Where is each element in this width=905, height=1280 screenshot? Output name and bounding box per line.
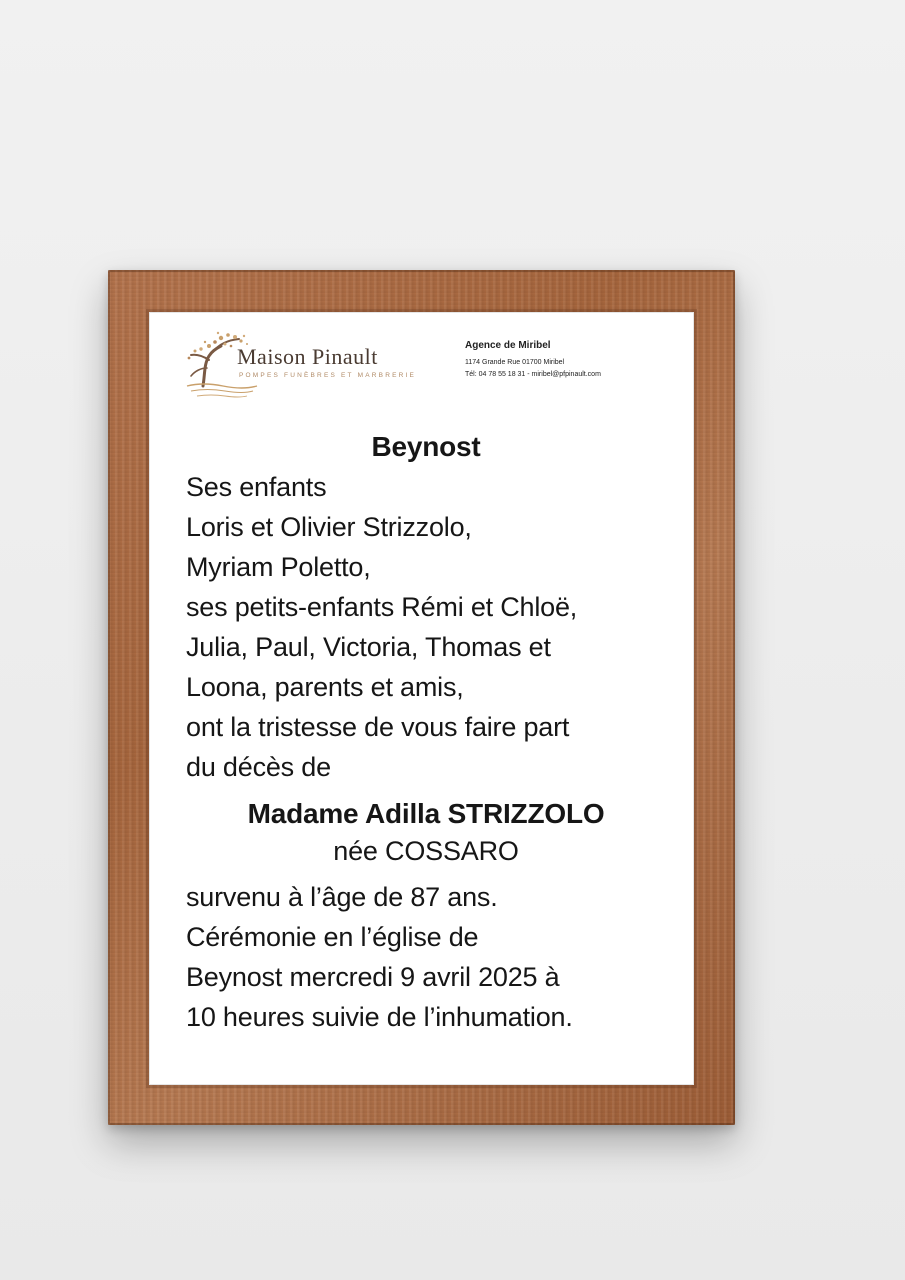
agency-contact: Tél: 04 78 55 18 31 - miribel@pfpinault.com: [465, 371, 601, 378]
intro-line: ses petits-enfants Rémi et Chloë,: [186, 592, 578, 622]
wooden-picture-frame: [108, 270, 735, 1125]
intro-line: du décès de: [186, 752, 331, 782]
agency-address: 1174 Grande Rue 01700 Miribel: [465, 359, 565, 366]
intro-line: Myriam Poletto,: [186, 552, 371, 582]
maison-pinault-logo: [181, 324, 431, 400]
intro-line: Loris et Olivier Strizzolo,: [186, 512, 472, 542]
agency-title: Agence de Miribel: [465, 340, 551, 351]
notice-body: [186, 427, 686, 1037]
brand-name: Maison Pinault: [237, 344, 378, 369]
agency-info: [465, 340, 601, 381]
closing-line: Beynost mercredi 9 avril 2025 à: [186, 962, 560, 992]
closing-line: survenu à l’âge de 87 ans.: [186, 882, 498, 912]
obituary-notice-sheet: [149, 312, 694, 1085]
intro-line: Loona, parents et amis,: [186, 672, 464, 702]
closing-line: 10 heures suivie de l’inhumation.: [186, 1002, 573, 1032]
brand-tagline: POMPES FUNÈBRES ET MARBRERIE: [239, 372, 417, 379]
maiden-name: née COSSARO: [333, 836, 519, 866]
deceased-name: Madame Adilla STRIZZOLO: [247, 798, 605, 829]
closing-line: Cérémonie en l’église de: [186, 922, 479, 952]
intro-line: Julia, Paul, Victoria, Thomas et: [186, 632, 551, 662]
intro-line: Ses enfants: [186, 472, 327, 502]
intro-line: ont la tristesse de vous faire part: [186, 712, 570, 742]
notice-town: Beynost: [371, 431, 481, 462]
